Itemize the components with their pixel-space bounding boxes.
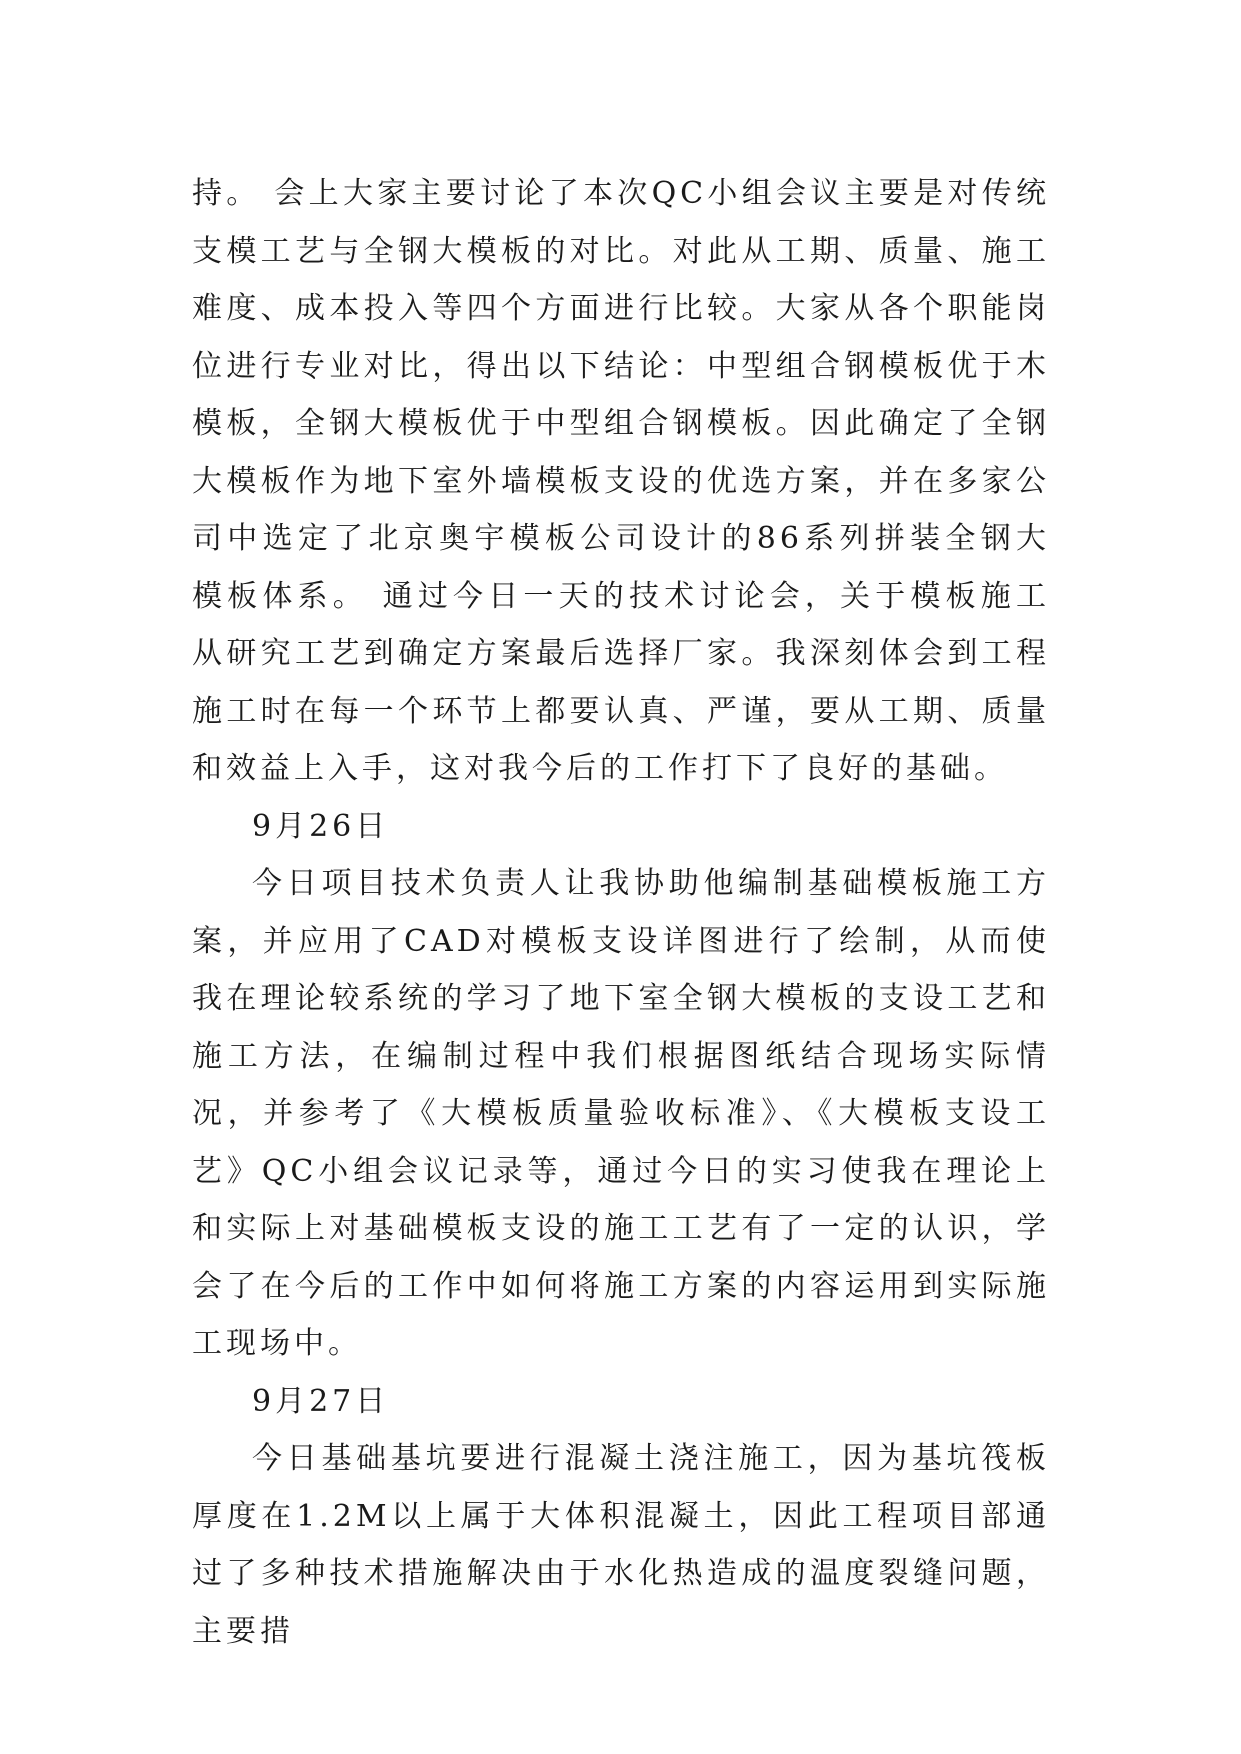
paragraph-continuation: 持。 会上大家主要讨论了本次QC小组会议主要是对传统支模工艺与全钢大模板的对比。对此从工期、质量、施工难度、成本投入等四个方面进行比较。大家从各个职能岗位进行专业对比，得出以下结论：中型组合钢模板优于木模板，全钢大模板优于中型组合钢模板。因此确定了全钢大模板作为地下室外墙模板支设的优选方案，并在多家公司中选定了北京奥宇模板公司设计的86系列拼装全钢大模板体系。 通过今日一天的技术讨论会，关于模板施工从研究工艺到确定方案最后选择厂家。我深刻体会到工程施工时在每一个环节上都要认真、严谨，要从工期、质量和效益上入手，这对我今后的工作打下了良好的基础。	[192, 176, 1050, 786]
body-text	[192, 165, 1050, 1660]
paragraph-sep-27: 今日基础基坑要进行混凝土浇注施工，因为基坑筏板厚度在1.2M以上属于大体积混凝土，因此工程项目部通过了多种技术措施解决由于水化热造成的温度裂缝问题，主要措	[192, 1441, 1050, 1649]
date-heading-sep-26: 9月26日	[252, 808, 390, 844]
date-heading-sep-27: 9月27日	[252, 1383, 390, 1419]
paragraph-sep-26: 今日项目技术负责人让我协助他编制基础模板施工方案，并应用了CAD对模板支设详图进行了绘制，从而使我在理论较系统的学习了地下室全钢大模板的支设工艺和施工方法，在编制过程中我们根据图纸结合现场实际情况，并参考了《大模板质量验收标准》、《大模板支设工艺》QC小组会议记录等，通过今日的实习使我在理论上和实际上对基础模板支设的施工工艺有了一定的认识，学会了在今后的工作中如何将施工方案的内容运用到实际施工现场中。	[192, 866, 1050, 1361]
